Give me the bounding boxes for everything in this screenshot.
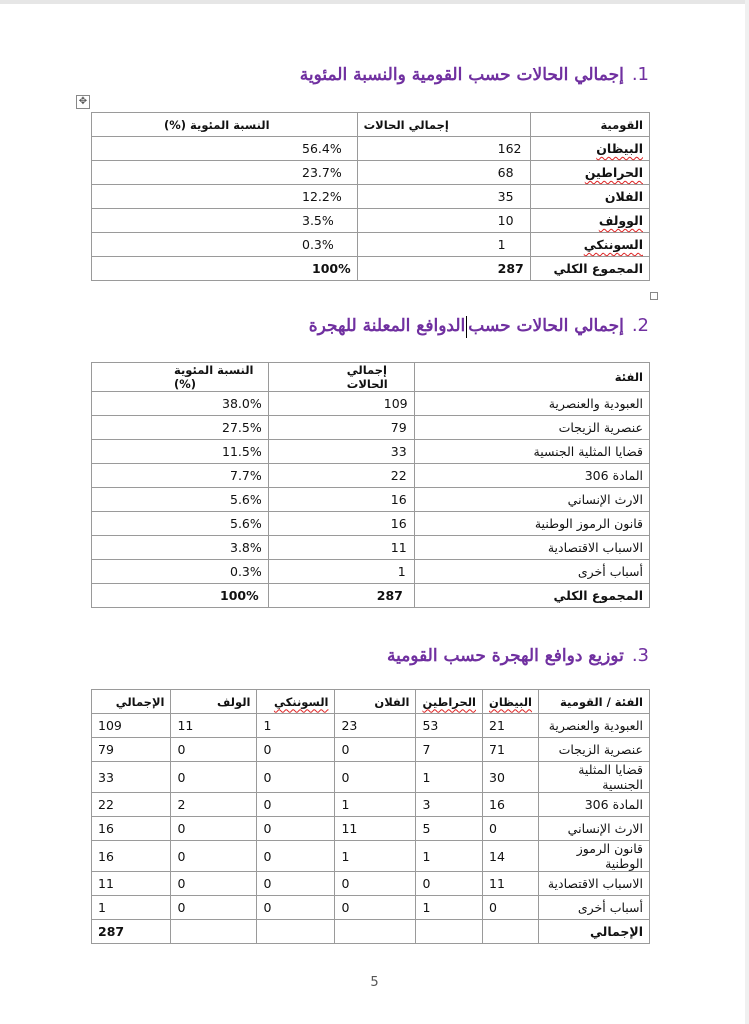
row-label: العبودية والعنصرية (414, 392, 649, 416)
table-row (92, 161, 650, 185)
cell-value: 0 (483, 896, 539, 920)
cell-percent: 5.6% (92, 512, 269, 536)
cell-value: 21 (483, 714, 539, 738)
cell-percent: 0.3% (92, 233, 358, 257)
cell-value: 16 (92, 841, 171, 872)
cell-count: 22 (268, 464, 414, 488)
column-header: إجمالي الحالات (357, 113, 530, 137)
cell-value: 16 (483, 793, 539, 817)
row-label: قانون الرموز الوطنية (414, 512, 649, 536)
cell-value: 109 (92, 714, 171, 738)
table-row (92, 793, 650, 817)
row-label: قضايا المثلية الجنسية (414, 440, 649, 464)
cell-percent: 0.3% (92, 560, 269, 584)
section1-number: 1. (631, 64, 649, 85)
table-header-row (92, 690, 650, 714)
table-total-row (92, 584, 650, 608)
total-cell (257, 920, 335, 944)
section2-number: 2. (631, 315, 649, 336)
cell-percent: 27.5% (92, 416, 269, 440)
cell-value: 0 (257, 793, 335, 817)
cell-value: 0 (257, 872, 335, 896)
cell-value: 3 (416, 793, 483, 817)
cell-value: 1 (416, 896, 483, 920)
section3-title: توزيع دوافع الهجرة حسب القومية (386, 646, 624, 666)
column-header: الولف (171, 690, 257, 714)
cell-value: 1 (416, 762, 483, 793)
cell-value: 0 (257, 738, 335, 762)
cell-percent: 56.4% (92, 137, 358, 161)
total-count: 287 (268, 584, 414, 608)
cell-value: 0 (335, 896, 416, 920)
table-row (92, 714, 650, 738)
column-header (257, 690, 335, 714)
cell-value: 0 (257, 841, 335, 872)
row-label: عنصرية الزيجات (539, 738, 650, 762)
table-row (92, 416, 650, 440)
table-row (92, 560, 650, 584)
total-value: 287 (92, 920, 171, 944)
cell-value: 79 (92, 738, 171, 762)
cell-value: 1 (416, 841, 483, 872)
cell-value: 0 (335, 738, 416, 762)
cell-value: 71 (483, 738, 539, 762)
cell-value: 53 (416, 714, 483, 738)
total-label: المجموع الكلي (414, 584, 649, 608)
table-row (92, 464, 650, 488)
table-header-row (92, 363, 650, 392)
column-header: الفئة (414, 363, 649, 392)
cell-count: 10 (357, 209, 530, 233)
cell-value: 5 (416, 817, 483, 841)
cell-count: 162 (357, 137, 530, 161)
cell-value: 0 (483, 817, 539, 841)
column-header (483, 690, 539, 714)
table-header-row (92, 113, 650, 137)
cell-value: 0 (171, 896, 257, 920)
column-header: الفئة / القومية (539, 690, 650, 714)
cell-percent: 7.7% (92, 464, 269, 488)
cell-value: 1 (335, 841, 416, 872)
cell-count: 16 (268, 512, 414, 536)
cell-value: 0 (257, 817, 335, 841)
cell-value: 33 (92, 762, 171, 793)
cell-value: 1 (335, 793, 416, 817)
table-row (92, 738, 650, 762)
total-label: الإجمالي (539, 920, 650, 944)
migration-motives-table (91, 362, 650, 608)
total-cell (335, 920, 416, 944)
cell-value: 23 (335, 714, 416, 738)
total-count: 287 (357, 257, 530, 281)
table-row (92, 762, 650, 793)
cell-value: 0 (171, 841, 257, 872)
row-label: الارث الإنساني (539, 817, 650, 841)
total-percent: 100% (92, 584, 269, 608)
cell-count: 11 (268, 536, 414, 560)
cell-value: 22 (92, 793, 171, 817)
page-right-edge (745, 0, 749, 1024)
table-row (92, 488, 650, 512)
cell-count: 1 (357, 233, 530, 257)
cell-value: 0 (171, 817, 257, 841)
cell-value: 11 (92, 872, 171, 896)
cell-count: 16 (268, 488, 414, 512)
cell-value: 30 (483, 762, 539, 793)
table-total-row (92, 920, 650, 944)
cell-value: 1 (257, 714, 335, 738)
cell-value: 14 (483, 841, 539, 872)
column-header-label: البيظان (489, 694, 532, 709)
table-resize-handle-icon[interactable] (650, 292, 658, 300)
cell-count: 109 (268, 392, 414, 416)
cell-value: 7 (416, 738, 483, 762)
column-header: الإجمالي (92, 690, 171, 714)
motives-by-nationality-table (91, 689, 650, 944)
row-label: الفلان (604, 189, 643, 204)
table-move-handle-icon[interactable]: ✥ (76, 95, 90, 109)
nationality-cases-table (91, 112, 650, 281)
section2-heading (309, 315, 649, 338)
section1-heading (300, 64, 649, 85)
page-top-edge (0, 0, 749, 4)
column-header: الفلان (335, 690, 416, 714)
column-header: النسبة المئوية (%) (92, 363, 269, 392)
total-percent: 100% (92, 257, 358, 281)
column-header: إجمالي الحالات (268, 363, 414, 392)
row-label: الوولف (598, 213, 643, 228)
table-row (92, 392, 650, 416)
section3-heading (387, 645, 649, 666)
cell-count: 33 (268, 440, 414, 464)
row-label: الحراطين (584, 165, 643, 180)
row-label: أسباب أخرى (414, 560, 649, 584)
table-row (92, 512, 650, 536)
section2-title-part2: الدوافع المعلنة للهجرة (308, 316, 466, 336)
cell-value: 0 (257, 896, 335, 920)
cell-value: 0 (171, 762, 257, 793)
cell-percent: 12.2% (92, 185, 358, 209)
table-row (92, 233, 650, 257)
row-label: عنصرية الزيجات (414, 416, 649, 440)
cell-value: 0 (335, 872, 416, 896)
cell-percent: 23.7% (92, 161, 358, 185)
table-row (92, 137, 650, 161)
cell-value: 11 (483, 872, 539, 896)
table-row (92, 872, 650, 896)
table-row (92, 440, 650, 464)
row-label: البيظان (596, 141, 643, 156)
cell-value: 11 (171, 714, 257, 738)
cell-percent: 3.8% (92, 536, 269, 560)
row-label: المادة 306 (414, 464, 649, 488)
column-header: القومية (530, 113, 649, 137)
cell-value: 2 (171, 793, 257, 817)
table-row (92, 209, 650, 233)
cell-percent: 11.5% (92, 440, 269, 464)
row-label: قانون الرموز الوطنية (539, 841, 650, 872)
section2-title-part1: إجمالي الحالات حسب (468, 316, 624, 336)
cell-value: 0 (171, 872, 257, 896)
table-row (92, 536, 650, 560)
total-cell (483, 920, 539, 944)
cell-value: 0 (171, 738, 257, 762)
column-header-label: الحراطين (422, 694, 476, 709)
cell-value: 0 (335, 762, 416, 793)
total-cell (416, 920, 483, 944)
section1-title: إجمالي الحالات حسب القومية والنسبة المئوية (299, 65, 624, 85)
page-number: 5 (370, 975, 379, 990)
cell-percent: 3.5% (92, 209, 358, 233)
column-header (416, 690, 483, 714)
table-row (92, 817, 650, 841)
total-label: المجموع الكلي (530, 257, 649, 281)
total-cell (171, 920, 257, 944)
table-row (92, 896, 650, 920)
cell-value: 0 (416, 872, 483, 896)
section3-number: 3. (631, 645, 649, 666)
column-header-label: السوننكي (273, 694, 329, 709)
row-label: الارث الإنساني (414, 488, 649, 512)
cell-count: 35 (357, 185, 530, 209)
cell-value: 1 (92, 896, 171, 920)
cell-value: 16 (92, 817, 171, 841)
cell-count: 1 (268, 560, 414, 584)
row-label: السوننكي (583, 237, 643, 252)
table-row (92, 841, 650, 872)
table-row (92, 185, 650, 209)
cell-value: 0 (257, 762, 335, 793)
row-label: الاسباب الاقتصادية (539, 872, 650, 896)
cell-value: 11 (335, 817, 416, 841)
row-label: المادة 306 (539, 793, 650, 817)
cell-percent: 5.6% (92, 488, 269, 512)
row-label: العبودية والعنصرية (539, 714, 650, 738)
row-label: أسباب أخرى (539, 896, 650, 920)
cell-percent: 38.0% (92, 392, 269, 416)
row-label: الاسباب الاقتصادية (414, 536, 649, 560)
cell-count: 68 (357, 161, 530, 185)
column-header: النسبة المئوية (%) (92, 113, 358, 137)
table-total-row (92, 257, 650, 281)
row-label: قضايا المثلية الجنسية (539, 762, 650, 793)
cell-count: 79 (268, 416, 414, 440)
